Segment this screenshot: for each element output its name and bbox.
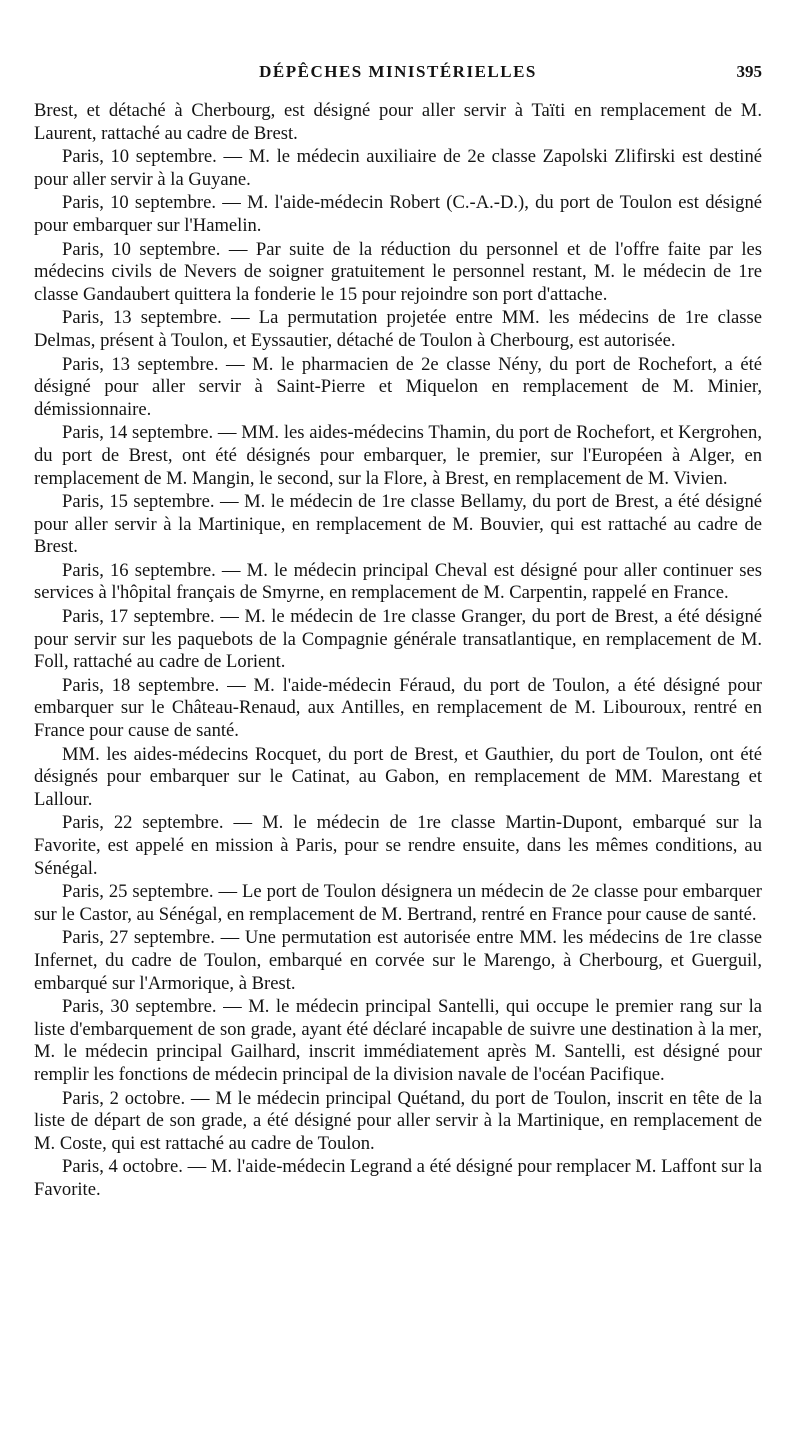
paragraph: Paris, 30 septembre. — M. le médecin principal Santelli, qui occupe le premier rang sur la liste d'embarquement de son grade, ayant été déclaré incapable de suivre une destination à la mer, M. le médecin principal Gailhard, inscrit immédiatement après M. Santelli, est désigné pour remplir les fonctions de médecin principal de la division navale de l'océan Pacifique. xyxy=(34,996,762,1085)
paragraph: Paris, 13 septembre. — La permutation projetée entre MM. les médecins de 1re classe Delmas, présent à Toulon, et Eyssautier, détaché de Toulon à Cherbourg, est autorisée. xyxy=(34,307,762,351)
paragraph: Paris, 10 septembre. — Par suite de la réduction du personnel et de l'offre faite par les médecins civils de Nevers de soigner gratuitement le personnel restant, M. le médecin de 1re classe Gandaubert quittera la fonderie le 15 pour rejoindre son port d'attache. xyxy=(34,238,762,305)
paragraph: Paris, 2 octobre. — M le médecin principal Quétand, du port de Toulon, inscrit en tête de la liste de départ de son grade, a été désigné pour aller servir à la Martinique, en remplacement de M. Coste, qui est rattaché au cadre de Toulon. xyxy=(34,1087,762,1154)
running-title: DÉPÊCHES MINISTÉRIELLES xyxy=(259,62,537,81)
paragraph: Paris, 16 septembre. — M. le médecin principal Cheval est désigné pour aller continuer ses services à l'hôpital français de Smyrne, en remplacement de M. Carpentin, rappelé en France. xyxy=(34,559,762,604)
paragraph: Paris, 15 septembre. — M. le médecin de 1re classe Bellamy, du port de Brest, a été désigné pour aller servir à la Martinique, en remplacement de M. Bouvier, qui est rattaché au cadre de Brest. xyxy=(34,491,762,558)
paragraph: Paris, 25 septembre. — Le port de Toulon désignera un médecin de 2e classe pour embarquer sur le Castor, au Sénégal, en remplacement de M. Bertrand, rentré en France pour cause de santé. xyxy=(34,881,762,925)
paragraph: Paris, 10 septembre. — M. l'aide-médecin Robert (C.-A.-D.), du port de Toulon est désigné pour embarquer sur l'Hamelin. xyxy=(34,192,762,236)
paragraph: Paris, 14 septembre. — MM. les aides-médecins Thamin, du port de Rochefort, et Kergrohen, du port de Brest, ont été désignés pour embarquer, le premier, sur l'Européen à Alger, en remplacement de M. Mangin, le second, sur la Flore, à Brest, en remplacement de M. Vivien. xyxy=(34,422,762,489)
paragraph: Paris, 22 septembre. — M. le médecin de 1re classe Martin-Dupont, embarqué sur la Favorite, est appelé en mission à Paris, pour se rendre ensuite, dans les mêmes conditions, au Sénégal. xyxy=(34,812,762,879)
paragraph: Paris, 4 octobre. — M. l'aide-médecin Legrand a été désigné pour remplacer M. Laffont sur la Favorite. xyxy=(34,1156,762,1200)
document-page xyxy=(34,52,762,1203)
paragraph: Paris, 10 septembre. — M. le médecin auxiliaire de 2e classe Zapolski Zlifirski est destiné pour aller servir à la Guyane. xyxy=(34,146,762,190)
body-text xyxy=(34,100,762,1202)
paragraph: Paris, 17 septembre. — M. le médecin de 1re classe Granger, du port de Brest, a été désigné pour servir sur les paquebots de la Compagnie générale transatlantique, en remplacement de M. Foll, rattaché au cadre de Lorient. xyxy=(34,606,762,673)
paragraph: Paris, 27 septembre. — Une permutation est autorisée entre MM. les médecins de 1re classe Infernet, du cadre de Toulon, embarqué en corvée sur le Marengo, à Cherbourg, et Guerguil, embarqué sur l'Armorique, à Brest. xyxy=(34,927,762,994)
page-header xyxy=(34,52,762,92)
paragraph: Paris, 13 septembre. — M. le pharmacien de 2e classe Nény, du port de Rochefort, a été désigné pour aller servir à Saint-Pierre et Miquelon en remplacement de M. Minier, démissionnaire. xyxy=(34,353,762,420)
paragraph: MM. les aides-médecins Rocquet, du port de Brest, et Gauthier, du port de Toulon, ont été désignés pour embarquer sur le Catinat, au Gabon, en remplacement de MM. Marestang et Lallour. xyxy=(34,743,762,810)
page-number: 395 xyxy=(736,62,762,81)
paragraph: Paris, 18 septembre. — M. l'aide-médecin Féraud, du port de Toulon, a été désigné pour embarquer sur le Château-Renaud, aux Antilles, en remplacement de M. Libouroux, rentré en France pour cause de santé. xyxy=(34,674,762,742)
paragraph: Brest, et détaché à Cherbourg, est désigné pour aller servir à Taïti en remplacement de M. Laurent, rattaché au cadre de Brest. xyxy=(34,100,762,144)
